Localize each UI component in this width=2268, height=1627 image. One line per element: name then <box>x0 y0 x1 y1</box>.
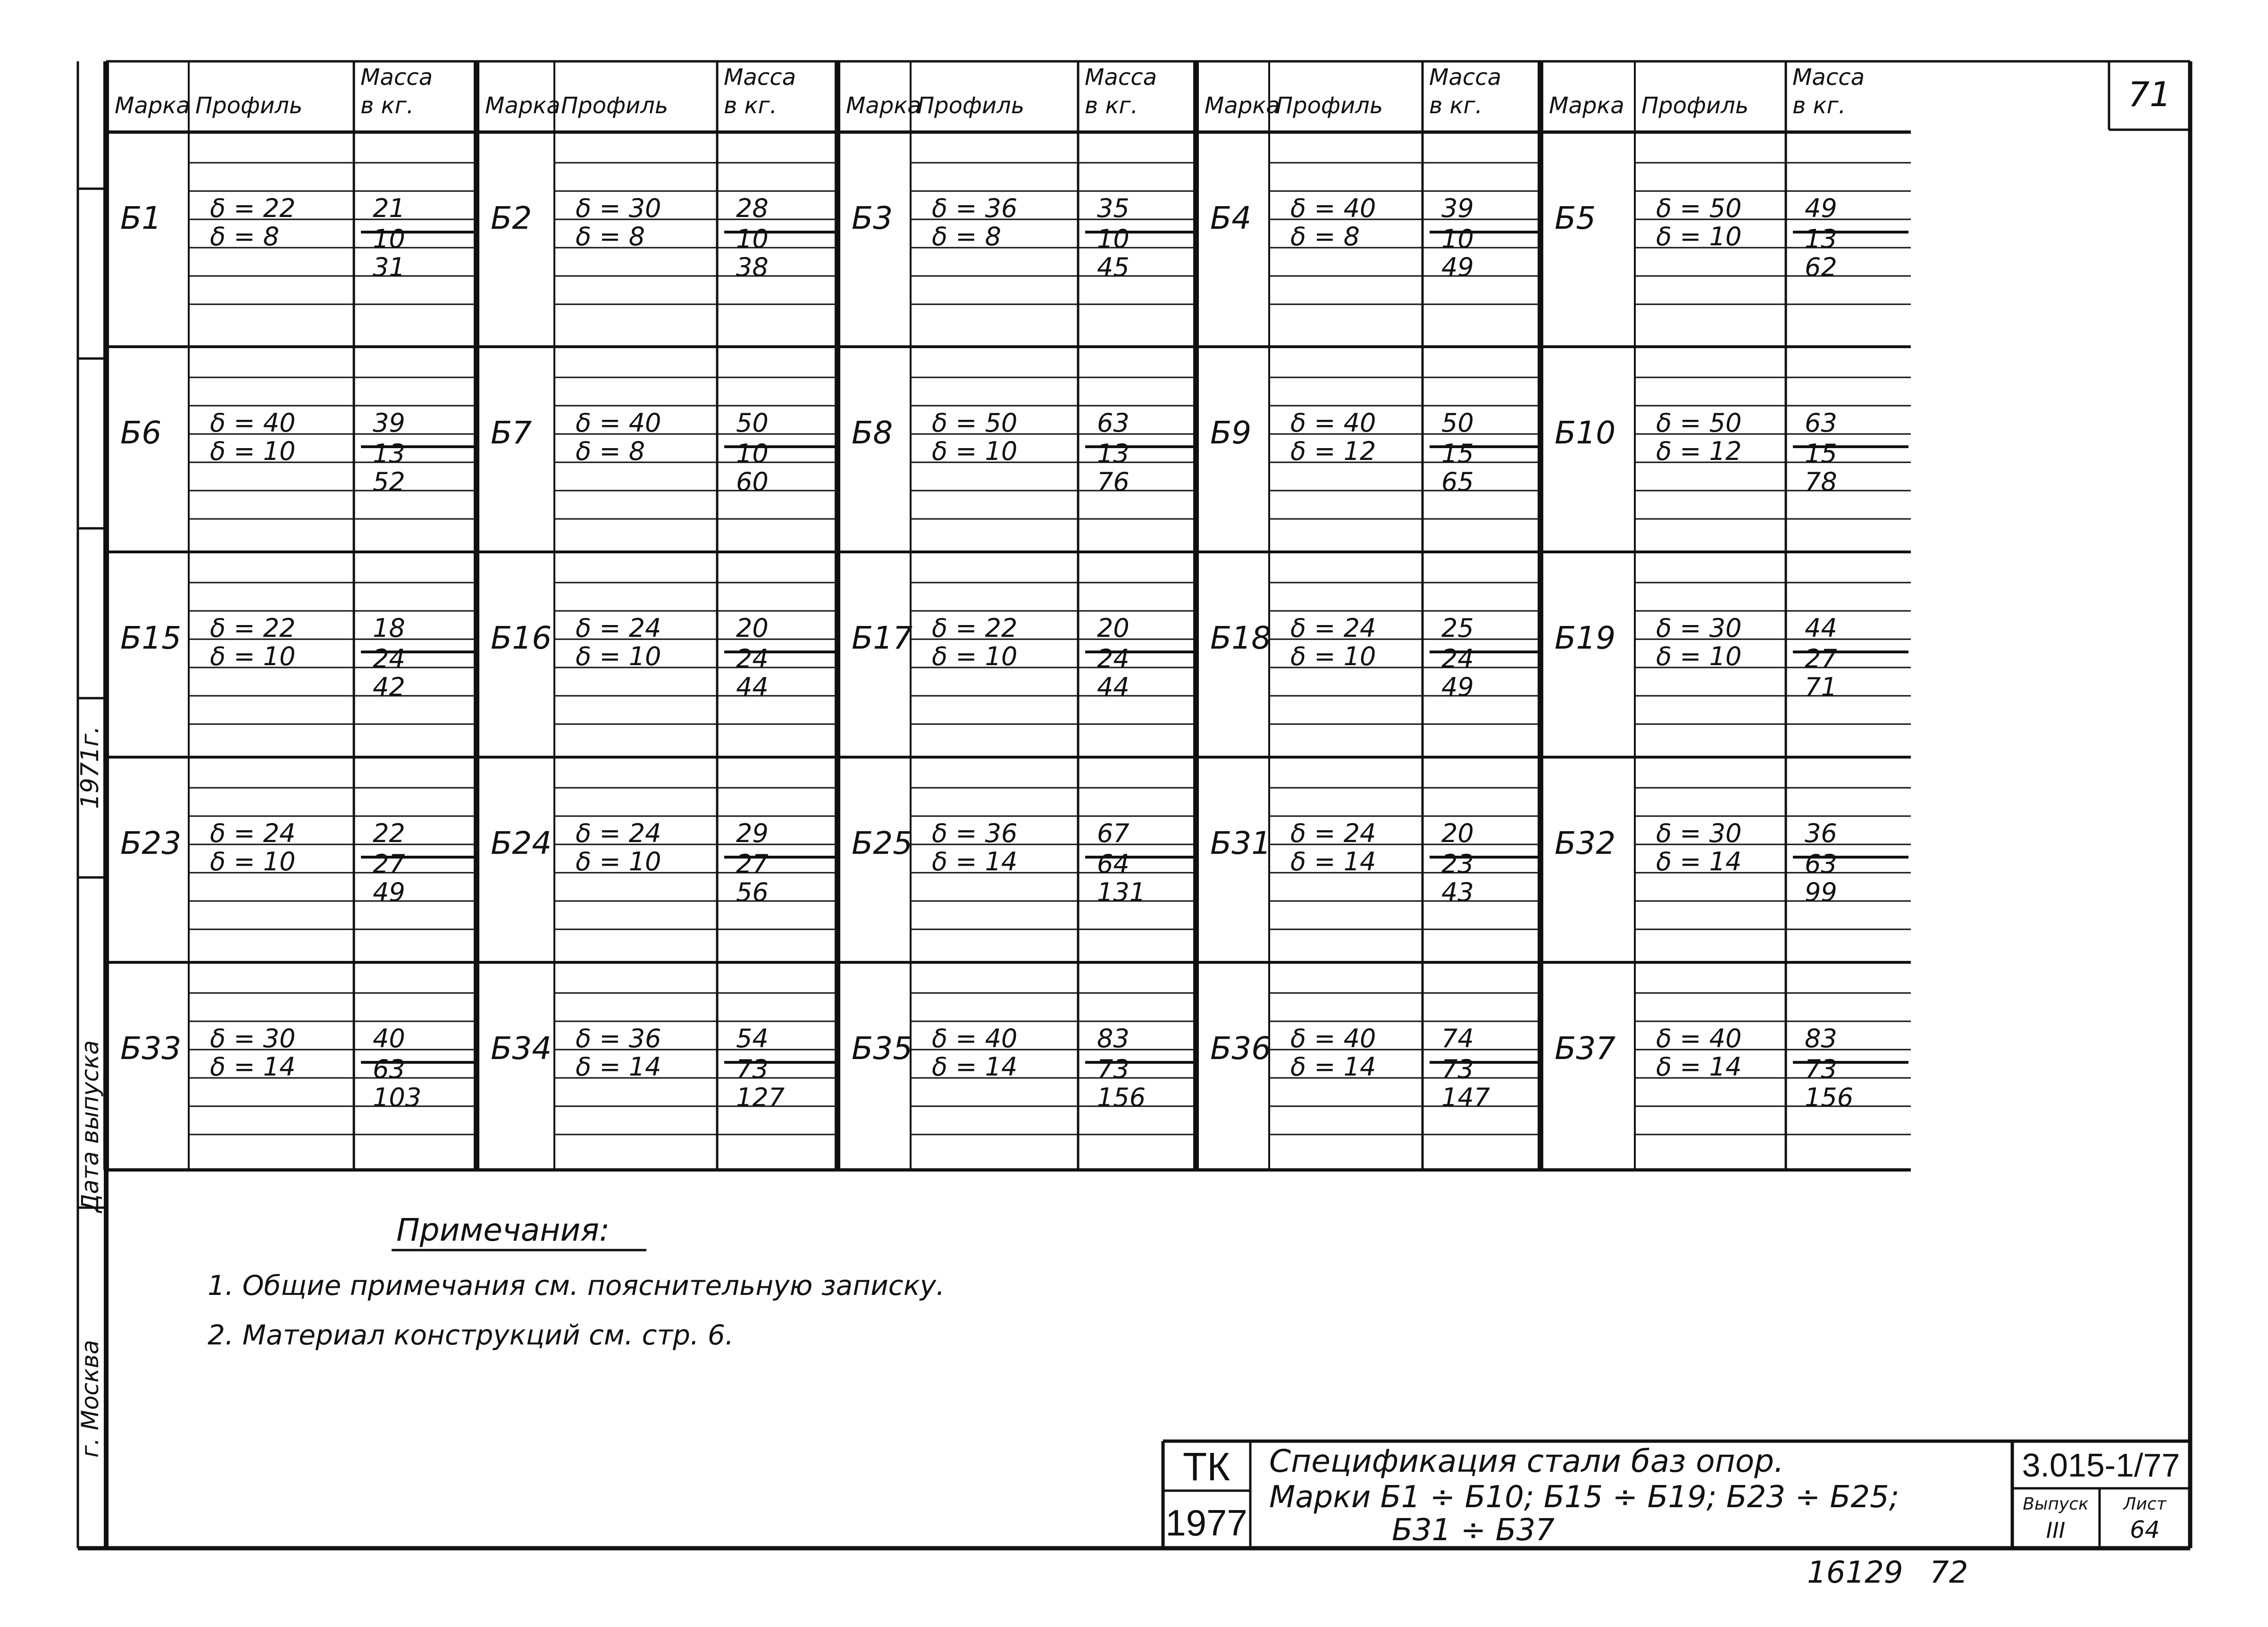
spec-table <box>106 61 1911 1170</box>
mass-value: 67 <box>1097 818 1130 848</box>
title-block <box>1163 1441 2190 1548</box>
profile-line: δ = 12 <box>1656 436 1742 466</box>
header-profile: Профиль <box>1276 92 1383 119</box>
mark-label: Б23 <box>120 825 182 861</box>
mass-value: 40 <box>373 1024 405 1053</box>
sheet-title-line2: Марки Б1 ÷ Б10; Б15 ÷ Б19; Б23 ÷ Б25; <box>1269 1480 1900 1515</box>
profile-line: δ = 8 <box>576 222 645 251</box>
mass-value: 13 <box>373 439 405 468</box>
profile-line: δ = 8 <box>1290 222 1360 251</box>
mass-value: 15 <box>1441 439 1474 468</box>
issue-value: III <box>2046 1518 2066 1543</box>
mass-value: 64 <box>1097 849 1130 879</box>
mass-total: 49 <box>1441 252 1474 282</box>
profile-line: δ = 10 <box>1656 222 1742 251</box>
mass-value: 27 <box>736 849 769 879</box>
mass-value: 73 <box>736 1054 769 1084</box>
mark-label: Б2 <box>491 200 532 236</box>
mass-total: 147 <box>1441 1083 1490 1112</box>
profile-line: δ = 22 <box>210 193 296 223</box>
profile-line: δ = 14 <box>932 1052 1018 1082</box>
mark-label: Б7 <box>491 415 532 451</box>
mark-label: Б9 <box>1210 415 1252 451</box>
mass-value: 15 <box>1805 439 1837 468</box>
profile-line: δ = 10 <box>932 642 1018 671</box>
profile-line: δ = 14 <box>1656 847 1742 876</box>
mass-total: 56 <box>736 877 769 907</box>
inventory-number: 16129 <box>1807 1555 1903 1590</box>
mass-total: 31 <box>373 252 405 282</box>
mass-total: 65 <box>1441 467 1474 497</box>
header-mass: Масса <box>1429 64 1502 91</box>
header-mark: Марка <box>846 92 921 119</box>
mass-total: 49 <box>373 877 405 907</box>
mass-total: 42 <box>373 672 405 702</box>
mark-label: Б36 <box>1210 1030 1272 1067</box>
profile-line: δ = 40 <box>1290 193 1376 223</box>
profile-line: δ = 8 <box>210 222 279 251</box>
header-mass-unit: в кг. <box>1792 92 1846 119</box>
mass-value: 73 <box>1805 1054 1837 1084</box>
mass-value: 10 <box>1097 224 1130 254</box>
year-stamp: 1971г. <box>76 726 104 809</box>
mass-value: 10 <box>736 439 769 468</box>
profile-line: δ = 24 <box>1290 818 1376 848</box>
mass-total: 103 <box>373 1083 422 1112</box>
mass-total: 44 <box>1097 672 1130 702</box>
profile-line: δ = 30 <box>210 1024 296 1053</box>
mass-value: 44 <box>1805 613 1837 643</box>
profile-line: δ = 24 <box>576 818 661 848</box>
profile-line: δ = 12 <box>1290 436 1376 466</box>
mass-total: 49 <box>1441 672 1474 702</box>
mass-value: 63 <box>1805 408 1837 438</box>
sheet-title-line3: Б31 ÷ Б37 <box>1392 1513 1555 1548</box>
mass-value: 10 <box>736 224 769 254</box>
header-mass: Масса <box>724 64 796 91</box>
mass-value: 24 <box>1441 644 1474 674</box>
mass-value: 35 <box>1097 193 1130 223</box>
header-mass: Масса <box>1792 64 1865 91</box>
profile-line: δ = 10 <box>1656 642 1742 671</box>
mark-label: Б33 <box>120 1030 182 1067</box>
mark-label: Б34 <box>491 1030 552 1067</box>
issue-date-label: Дата выпуска <box>76 1040 104 1212</box>
profile-line: δ = 10 <box>210 847 296 876</box>
profile-line: δ = 30 <box>1656 613 1742 643</box>
mark-label: Б8 <box>852 415 893 451</box>
page-number: 71 <box>2128 75 2171 114</box>
city-label: г. Москва <box>76 1340 104 1458</box>
profile-line: δ = 36 <box>932 193 1018 223</box>
org-year: 1977 <box>1165 1502 1247 1544</box>
mass-value: 63 <box>1097 408 1130 438</box>
mass-total: 62 <box>1805 252 1837 282</box>
profile-line: δ = 40 <box>210 408 296 438</box>
notes-section <box>208 1212 945 1351</box>
profile-line: δ = 30 <box>1656 818 1742 848</box>
profile-line: δ = 30 <box>576 193 661 223</box>
profile-line: δ = 24 <box>210 818 296 848</box>
mark-label: Б37 <box>1555 1030 1616 1067</box>
profile-line: δ = 50 <box>1656 193 1742 223</box>
profile-line: δ = 14 <box>1290 1052 1376 1082</box>
mark-label: Б16 <box>491 620 552 656</box>
header-mass: Масса <box>360 64 433 91</box>
mass-total: 156 <box>1097 1083 1146 1112</box>
mark-label: Б19 <box>1555 620 1616 656</box>
mass-value: 25 <box>1441 613 1474 643</box>
sheet-page: 72 <box>1930 1555 1968 1590</box>
mass-value: 49 <box>1805 193 1837 223</box>
mass-value: 13 <box>1805 224 1837 254</box>
mass-value: 73 <box>1097 1054 1130 1084</box>
profile-line: δ = 40 <box>1290 408 1376 438</box>
mass-value: 10 <box>373 224 405 254</box>
mass-total: 99 <box>1805 877 1837 907</box>
notes-title: Примечания: <box>396 1212 610 1248</box>
note-item-2: 2. Материал конструкций см. стр. 6. <box>208 1319 734 1351</box>
mass-value: 28 <box>736 193 769 223</box>
mass-value: 10 <box>1441 224 1474 254</box>
mark-label: Б35 <box>852 1030 913 1067</box>
sheet-label: Лист <box>2123 1494 2167 1514</box>
mass-total: 76 <box>1097 467 1130 497</box>
mass-value: 83 <box>1097 1024 1130 1053</box>
mark-label: Б10 <box>1555 415 1616 451</box>
header-profile: Профиль <box>195 92 303 119</box>
mass-value: 83 <box>1805 1024 1837 1053</box>
mass-value: 18 <box>373 613 405 643</box>
document-number: 3.015-1/77 <box>2022 1447 2180 1484</box>
mark-label: Б17 <box>852 620 913 656</box>
profile-line: δ = 50 <box>1656 408 1742 438</box>
mark-label: Б18 <box>1210 620 1272 656</box>
mass-total: 131 <box>1097 877 1146 907</box>
mark-label: Б24 <box>491 825 552 861</box>
footer <box>1807 1555 1968 1590</box>
mark-label: Б3 <box>852 200 893 236</box>
profile-line: δ = 50 <box>932 408 1018 438</box>
profile-line: δ = 40 <box>932 1024 1018 1053</box>
mass-total: 44 <box>736 672 769 702</box>
mass-total: 38 <box>736 252 769 282</box>
mass-value: 20 <box>1097 613 1130 643</box>
mass-value: 24 <box>373 644 405 674</box>
profile-line: δ = 10 <box>1290 642 1376 671</box>
profile-line: δ = 10 <box>576 642 661 671</box>
profile-line: δ = 14 <box>1656 1052 1742 1082</box>
header-mass-unit: в кг. <box>1429 92 1483 119</box>
profile-line: δ = 8 <box>932 222 1001 251</box>
mass-value: 50 <box>1441 408 1474 438</box>
mass-value: 73 <box>1441 1054 1474 1084</box>
issue-label: Выпуск <box>2023 1494 2089 1514</box>
mark-label: Б32 <box>1555 825 1616 861</box>
mass-total: 43 <box>1441 877 1474 907</box>
note-item-1: 1. Общие примечания см. пояснительную записку. <box>208 1269 945 1302</box>
mark-label: Б1 <box>120 200 162 236</box>
mass-value: 63 <box>1805 849 1837 879</box>
header-mass-unit: в кг. <box>724 92 778 119</box>
mass-value: 20 <box>1441 818 1474 848</box>
mass-value: 27 <box>1805 644 1837 674</box>
mass-total: 52 <box>373 467 405 497</box>
profile-line: δ = 10 <box>210 436 296 466</box>
header-profile: Профиль <box>917 92 1025 119</box>
sheet-value: 64 <box>2130 1516 2160 1544</box>
header-profile: Профиль <box>561 92 669 119</box>
mass-value: 39 <box>373 408 405 438</box>
header-profile: Профиль <box>1641 92 1749 119</box>
mass-total: 71 <box>1805 672 1837 702</box>
page-number-box <box>2109 61 2190 130</box>
header-mark: Марка <box>1549 92 1624 119</box>
mass-value: 39 <box>1441 193 1474 223</box>
mass-value: 27 <box>373 849 405 879</box>
mass-value: 21 <box>373 193 405 223</box>
mark-label: Б15 <box>120 620 182 656</box>
mass-value: 23 <box>1441 849 1474 879</box>
profile-line: δ = 24 <box>1290 613 1376 643</box>
mass-value: 63 <box>373 1054 405 1084</box>
mass-total: 45 <box>1097 252 1130 282</box>
profile-line: δ = 14 <box>1290 847 1376 876</box>
profile-line: δ = 36 <box>576 1024 661 1053</box>
profile-line: δ = 40 <box>1290 1024 1376 1053</box>
sheet-title-line1: Спецификация стали баз опор. <box>1269 1443 1784 1479</box>
profile-line: δ = 8 <box>576 436 645 466</box>
profile-line: δ = 24 <box>576 613 661 643</box>
mark-label: Б4 <box>1210 200 1252 236</box>
profile-line: δ = 22 <box>932 613 1018 643</box>
profile-line: δ = 14 <box>576 1052 661 1082</box>
mass-value: 50 <box>736 408 769 438</box>
profile-line: δ = 40 <box>576 408 661 438</box>
mark-label: Б25 <box>852 825 913 861</box>
profile-line: δ = 10 <box>210 642 296 671</box>
header-mass: Масса <box>1085 64 1157 91</box>
profile-line: δ = 40 <box>1656 1024 1742 1053</box>
profile-line: δ = 22 <box>210 613 296 643</box>
profile-line: δ = 14 <box>932 847 1018 876</box>
mark-label: Б31 <box>1210 825 1272 861</box>
mass-value: 54 <box>736 1024 769 1053</box>
mass-total: 127 <box>736 1083 785 1112</box>
mass-value: 24 <box>1097 644 1130 674</box>
mass-total: 156 <box>1805 1083 1854 1112</box>
mark-label: Б6 <box>120 415 162 451</box>
left-margin-strip <box>76 61 106 1548</box>
profile-line: δ = 14 <box>210 1052 296 1082</box>
header-mass-unit: в кг. <box>1085 92 1138 119</box>
mass-total: 78 <box>1805 467 1837 497</box>
mass-value: 74 <box>1441 1024 1474 1053</box>
mass-value: 29 <box>736 818 769 848</box>
mass-value: 20 <box>736 613 769 643</box>
mass-value: 22 <box>373 818 405 848</box>
header-mark: Марка <box>485 92 561 119</box>
header-mark: Марка <box>115 92 190 119</box>
mass-value: 24 <box>736 644 769 674</box>
profile-line: δ = 10 <box>576 847 661 876</box>
mass-value: 36 <box>1805 818 1837 848</box>
header-mass-unit: в кг. <box>360 92 414 119</box>
org-code: ТК <box>1182 1444 1230 1489</box>
header-mark: Марка <box>1205 92 1280 119</box>
mass-total: 60 <box>736 467 769 497</box>
profile-line: δ = 10 <box>932 436 1018 466</box>
mass-value: 13 <box>1097 439 1130 468</box>
mark-label: Б5 <box>1555 200 1596 236</box>
profile-line: δ = 36 <box>932 818 1018 848</box>
